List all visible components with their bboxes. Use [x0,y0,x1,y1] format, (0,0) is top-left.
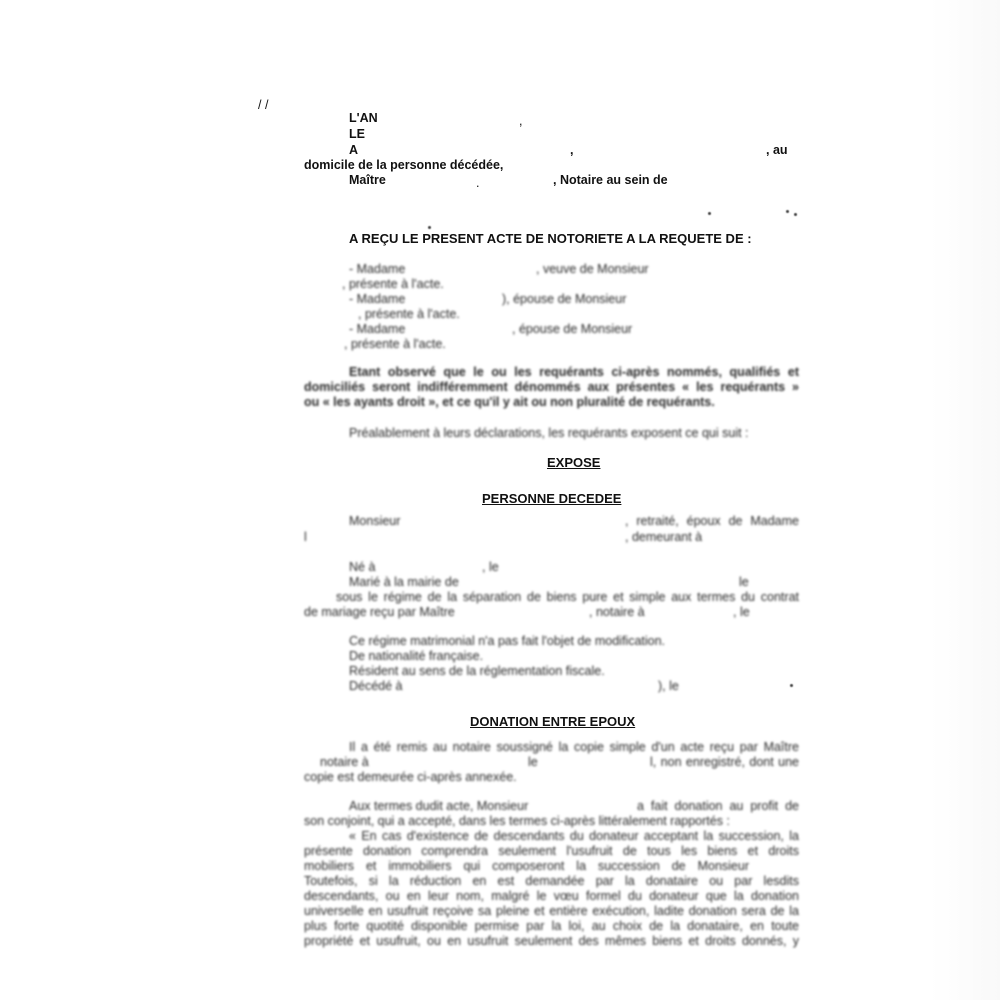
termes-donation: a fait donation au profit de [637,799,799,813]
speck [786,210,789,213]
donation-line-1: Il a été remis au notaire soussigné la copie simple d'un acte reçu par Maître [349,740,799,754]
requerant-3-presente: , présente à l'acte. [344,337,446,351]
clause-line-6: universelle en usufruit reçoive sa pleine et entière exécution, ladite donation sera de la [304,904,799,918]
etant-line-2: domiciliés seront indifféremment dénommés aux présentes « les requérants » [304,380,799,394]
etant-line-3: ou « les ayants droit », et ce qu'il y ait ou non pluralité de requérants. [304,395,715,409]
expose-title: EXPOSE [547,455,601,470]
requerant-3-epouse: , épouse de Monsieur [512,322,633,336]
speck [708,212,711,215]
header-au: , au [766,143,788,157]
marie-a: Marié à la mairie de [349,575,459,589]
header-domicile: domicile de la personne décédée, [304,158,504,172]
clause-line-7: plus forte quotité disponible permise par la loi, au choix de la donataire, en toute [304,919,799,933]
nationalite: De nationalité française. [349,649,484,663]
termes-conjoint: son conjoint, qui a accepté, dans les termes ci-après littéralement rapportés : [304,814,730,828]
regime-line-2: de mariage reçu par Maître [304,605,455,619]
requerant-3-madame: - Madame [349,322,406,336]
marie-le: le [739,575,749,589]
requerant-1-madame: - Madame [349,262,406,276]
acte-title: A REÇU LE PRESENT ACTE DE NOTORIETE A LA REQUETE DE : [349,231,752,246]
personne-pipe: l [304,530,307,544]
clause-line-1: « En cas d'existence de descendants du donateur acceptant la succession, la [349,829,799,843]
personne-retraite: , retraité, époux de Madame [625,514,799,528]
personne-monsieur: Monsieur [349,514,401,528]
requerant-2-madame: - Madame [349,292,406,306]
personne-demeurant: , demeurant à [625,530,703,544]
clause-line-8: propriété et usufruit, ou en usufruit seulement des mêmes biens et droits donnés, y [304,934,799,948]
clause-line-4: Toutefois, si la réduction en est demandée par la donataire ou par lesdits [304,874,799,888]
resident-fiscal: Résident au sens de la réglementation fiscale. [349,664,605,678]
decede-a: Décédé à [349,679,403,693]
donation-enregistre: l, non enregistré, dont une [650,755,799,769]
clause-line-2: présente donation comprendra seulement l'usufruit de tous les biens et droits [304,844,799,858]
requerant-2-presente: , présente à l'acte. [358,307,460,321]
header-maitre-dot: . [476,176,480,190]
requerant-1-presente: , présente à l'acte. [342,277,444,291]
ne-le: , le [482,560,499,574]
page-edge-shade [930,0,1000,1000]
regime-line-1: sous le régime de la séparation de biens pure et simple aux termes du contrat [336,590,799,604]
header-lan: L'AN [349,111,378,125]
donation-title: DONATION ENTRE EPOUX [470,714,636,729]
speck [428,226,431,229]
clause-line-5: descendants, ou en leur nom, malgré le vœu formel du donateur que la donation [304,889,799,903]
requerant-1-veuve: , veuve de Monsieur [536,262,649,276]
donation-le: le [528,755,538,769]
header-notaire: , Notaire au sein de [553,173,668,187]
header-maitre: Maître [349,173,386,187]
header-a-comma: , [570,143,574,157]
donation-annexee: copie est demeurée ci-après annexée. [304,770,517,784]
header-a: A [349,143,359,157]
ne-a: Né à [349,560,376,574]
etant-line-1: Etant observé que le ou les requérants ci-après nommés, qualifiés et [349,365,799,379]
corner-mark: / / [258,98,269,112]
prealable-text: Préalablement à leurs déclarations, les requérants exposent ce qui suit : [349,426,749,440]
header-lan-comma: , [519,114,523,128]
decede-le: ), le [658,679,679,693]
regime-modification: Ce régime matrimonial n'a pas fait l'objet de modification. [349,634,666,648]
clause-line-3: mobiliers et immobiliers qui composeront la succession de Monsieur [304,859,749,873]
regime-notaire: , notaire à [589,605,645,619]
speck [794,213,797,216]
regime-le: , le [733,605,750,619]
personne-decedee-title: PERSONNE DECEDEE [482,491,622,506]
termes-monsieur: Aux termes dudit acte, Monsieur [349,799,529,813]
requerant-2-epouse: ), épouse de Monsieur [502,292,627,306]
speck [790,684,793,687]
donation-notaire: notaire à [320,755,369,769]
header-le: LE [349,127,365,141]
